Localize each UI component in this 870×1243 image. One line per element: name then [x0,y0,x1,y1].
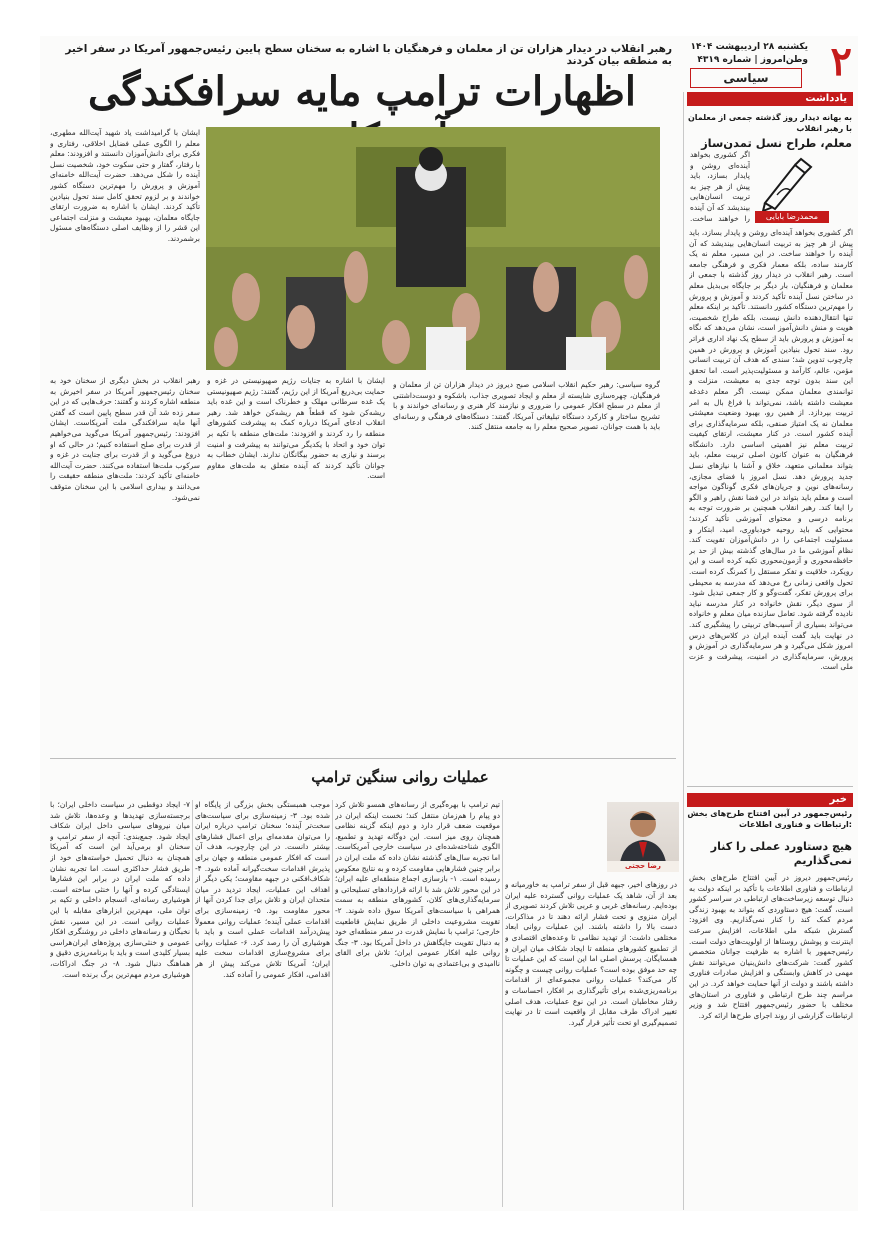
note-title: معلم، طراح نسل تمدن‌ساز [701,136,852,150]
divider [687,786,853,787]
lead-body-2: رهبر انقلاب در بخش دیگری از سخنان خود به سخنان رئیس‌جمهور آمریکا در سفر اخیرش به منطقه اشاره کردند و گفتند: حرف‌هایی که در این سفر زده شد آن قدر سطح پایین است که گفتن آنها مایه سرافکندگی ملت آمریکاست. ایشان افزودند: رئیس‌جمهور آمریکا می‌گوید می‌خواهیم از قدرت برای صلح استفاده کنیم؛ در حالی که او دروغ می‌گوید و از قدرت برای جنایت در غزه و سرکوب ملت‌ها استفاده می‌کنند. حضرت آیت‌الله خامنه‌ای تأکید کردند: ملت‌های منطقه حقیقت را می‌دانند و بیداری اسلامی با این سخنان متوقف نمی‌شود. [50,376,200,502]
paper-issue: وطن‌امروز | شماره ۴۳۱۹ [697,55,808,65]
news-body: رئیس‌جمهور دیروز در آیین افتتاح طرح‌های بخش ارتباطات و فناوری اطلاعات با تأکید بر اینکه دولت به دنبال توسعه زیرساخت‌های ارتباطی در سراسر کشور است، گفت: هیچ دستاوردی که بتواند به بهبود زندگی مردم کمک کند را کنار نمی‌گذاریم. وی افزود: گسترش شبکه ملی اطلاعات، افزایش سرعت اینترنت و پوشش روستاها از اولویت‌های دولت است. رئیس‌جمهور با اشاره به ظرفیت جوانان متخصص کشور گفت: شرکت‌های دانش‌بنیان می‌توانند نقش مهمی در کاهش وابستگی و افزایش صادرات فناوری داشته باشند و دولت از آنها حمایت خواهد کرد. در این مراسم چند طرح ارتباطی و فناوری در استان‌های مختلف با حضور رئیس‌جمهور افتتاح شد و وزیر ارتباطات گزارشی از روند اجرای طرح‌ها ارائه کرد. [689,873,853,1020]
issue-date: یکشنبه ۲۸ اردیبهشت ۱۴۰۴ [690,42,808,52]
author-photo [607,802,679,870]
second-col-1: در روزهای اخیر، جبهه قبل از سفر ترامپ به خاورمیانه و بعد از آن، شاهد یک عملیات روانی گسترده علیه ایران بوده‌ایم. رسانه‌های غربی و عربی تلاش کردند تصویری از ایران منزوی و تحت فشار ارائه دهند تا در مذاکرات، دست بالا را داشته باشند. این عملیات روانی ابعاد مختلفی داشت: از تهدید نظامی تا وعده‌های اقتصادی و از تطمیع کشورهای منطقه تا ایجاد شکاف میان ایران و همسایگان. پرسش اصلی اما این است که این عملیات تا چه حد موفق بوده است؟ عملیات روانی چیست و چگونه کار می‌کند؟ عملیات روانی مجموعه‌ای از اقدامات برنامه‌ریزی‌شده برای تأثیرگذاری بر افکار، احساسات و رفتار مخاطبان است. در این نوع عملیات، هدف اصلی تغییر ادراک طرف مقابل از واقعیت است تا در نهایت تصمیم‌گیری او تحت تأثیر قرار گیرد. [505,880,677,1027]
divider [332,800,333,1207]
note-author: محمدرضا بابایی [755,211,829,223]
divider [683,92,684,1210]
second-col-3: موجب همبستگی بخش بزرگی از پایگاه او شده بود. ۳- زمینه‌سازی برای سیاست‌های سخت‌تر آینده؛ سخنان ترامپ درباره ایران را می‌توان مقدمه‌ای برای اعمال فشارهای بیشتر دانست. در این چارچوب، هدف آن است که افکار عمومی منطقه و جهان برای پذیرش اقدامات سخت‌گیرانه آماده شود. ۴- شکاف‌افکنی در جبهه مقاومت؛ یکی دیگر از اهداف این عملیات، ایجاد تردید در میان متحدان ایران و تلاش برای جدا کردن آنها از محور مقاومت بود. ۵- زمینه‌سازی برای اقدامات عملی آینده؛ عملیات روانی معمولاً پیش‌درآمد اقدامات عملی است و باید با هوشیاری آن را رصد کرد. ۶- عملیات روانی برای مشروع‌سازی اقدامات سخت علیه ایران؛ آمریکا تلاش می‌کند پیش از هر اقدامی، افکار عمومی را آماده کند. [195,800,330,979]
second-headline: عملیات روانی سنگین ترامپ [311,768,489,786]
section-tag: سیاسی [690,68,802,88]
news-label: خبر [687,793,853,807]
lead-headline: اظهارات ترامپ مایه سرافکندگی [87,68,636,115]
news-title: هیچ دستاورد عملی را کنار نمی‌گذاریم [710,840,852,867]
note-body: اگر کشوری بخواهد آینده‌ای روشن و پایدار بسازد، باید پیش از هر چیز به تربیت انسان‌هایی بیندیشد که آن آینده را خواهند ساخت. در این مسیر، معلم نه یک کارمند ساده، بلکه معمار فکری و فرهنگی جامعه است. رهبر انقلاب در دیدار روز گذشته با جمعی از معلمان و فرهنگیان، بار دیگر بر جایگاه بی‌بدیل معلم در ساختن نسل آینده تأکید کردند و آموزش و پرورش را مهم‌ترین دستگاه کشور دانستند. تأکید بر اینکه معلم تنها انتقال‌دهنده دانش نیست، بلکه طراح شخصیت، هویت و منش دانش‌آموز است، نشان می‌دهد که نگاه به آموزش و پرورش باید از سطح یک نهاد اداری فراتر رود. سند تحول بنیادین آموزش و پرورش در همین چارچوب تدوین شد؛ سندی که هدف آن تربیت انسانی مؤمن، عالم، کارآمد و مسئولیت‌پذیر است. اما تحقق این سند بدون توجه جدی به معیشت، منزلت و توانمندی معلمان ممکن نیست. اگر معلم دغدغه معیشت داشته باشد، نمی‌تواند با فراغ بال به امر تربیت بپردازد. از همین رو، بهبود وضعیت معیشتی معلمان نه یک امتیاز صنفی، بلکه سرمایه‌گذاری برای آینده کشور است. در کنار معیشت، ارتقای کیفیت تربیت معلم نیز اهمیتی اساسی دارد. دانشگاه فرهنگیان به عنوان کانون اصلی تربیت معلم، باید بتواند معلمانی متعهد، خلاق و آشنا با نیازهای نسل جدید پرورش دهد. نسل امروز با فضای مجازی، رسانه‌های نوین و جریان‌های فکری گوناگون مواجه است و معلم باید بتواند در این فضا نقش راهبر و الگو را ایفا کند. رهبر انقلاب همچنین بر ضرورت توجه به برنامه درسی و محتوای آموزشی تأکید کردند؛ محتوایی که باید روحیه خودباوری، امید، ابتکار و مسئولیت اجتماعی را در دانش‌آموزان تقویت کند. نظام آموزشی ما در سال‌های گذشته بیش از حد بر حافظه‌محوری و آزمون‌محوری تکیه کرده است و این رویکرد، خلاقیت و تفکر مستقل را کمرنگ کرده است. تحول واقعی زمانی رخ می‌دهد که مدرسه به محیطی برای پرورش تفکر، گفت‌وگو و کار جمعی تبدیل شود. از سوی دیگر، نقش خانواده در کنار مدرسه نباید نادیده گرفته شود. تعامل سازنده میان معلم و خانواده می‌تواند بسیاری از آسیب‌های تربیتی را پیشگیری کند. در نهایت باید گفت آینده ایران در کلاس‌های درس امروز شکل می‌گیرد و هر سرمایه‌گذاری در آموزش و پرورش، سرمایه‌گذاری در امنیت، پیشرفت و عزت ملی است. [689,228,853,672]
pen-illustration-icon [755,155,827,211]
lead-body-3: ایشان با اشاره به جنایات رژیم صهیونیستی در غزه و حمایت بی‌دریغ آمریکا از این رژیم، گفتند: رژیم صهیونیستی یک غده سرطانی مهلک و خطرناک است و این غده باید ریشه‌کن شود که قطعاً هم ریشه‌کن خواهد شد. رهبر انقلاب ادعای آمریکا درباره کمک به پیشرفت کشورهای منطقه را رد کردند و افزودند: ملت‌های منطقه با تکیه بر توان خود و اتحاد با یکدیگر می‌توانند به پیشرفت و امنیت برسند و نیازی به حضور بیگانگان ندارند. ایشان خطاب به جوانان تأکید کردند که آینده متعلق به ملت‌های مقاوم است. [207,376,385,481]
divider [192,800,193,1207]
lead-body-4 [560,600,561,601]
second-col-4: ۷- ایجاد دوقطبی در سیاست داخلی ایران؛ با برجسته‌سازی تهدیدها و وعده‌ها، تلاش شد میان نیروهای سیاسی داخل ایران شکاف ایجاد شود. جمع‌بندی: آنچه از سفر ترامپ و سخنان او برمی‌آید این است که آمریکا همچنان به دنبال تحمیل خواسته‌های خود از طریق فشار حداکثری است. اما تجربه نشان داده که ملت ایران در برابر این فشارها ایستادگی کرده و آنها را خنثی ساخته است. هوشیاری رسانه‌ای، انسجام داخلی و تکیه بر توان ملی، مهم‌ترین ابزارهای مقابله با این عملیات روانی است. در این مسیر، نقش نخبگان و رسانه‌های داخلی در روشنگری افکار عمومی و خنثی‌سازی پروژه‌های ایران‌هراسی بسیار کلیدی است و باید با برنامه‌ریزی دقیق و هماهنگ دنبال شود. ۸- در جنگ ادراکات، هوشیاری مردم مهم‌ترین برگ برنده است. [50,800,190,979]
note-kicker: به بهانه دیدار روز گذشته جمعی از معلمان با رهبر انقلاب [687,113,852,133]
lead-kicker: رهبر انقلاب در دیدار هزاران تن از معلمان و فرهنگیان با اشاره به سخنان سطح پایین رئیس‌جمهور آمریکا در سفر اخیر به منطقه بیان کردند [65,43,672,67]
author-caption: رضا حجتی [607,861,679,872]
lead-body-1: ایشان با گرامیداشت یاد شهید آیت‌الله مطهری، معلم را الگوی عملی فضایل اخلاقی، رفتاری و فکری برای دانش‌آموزان دانستند و افزودند: معلم با رفتار، گفتار و حتی سکوت خود، شخصیت نسل آینده را شکل می‌دهد. حضرت آیت‌الله خامنه‌ای آموزش و پرورش را مهم‌ترین دستگاه کشور خواندند و بر لزوم تحقق کامل سند تحول بنیادین تأکید کردند. ایشان با اشاره به ضرورت ارتقای جایگاه معلمان، بهبود معیشت و منزلت اجتماعی این قشر را از وظایف اصلی دستگاه‌های مسئول برشمردند. [50,128,200,243]
masthead [682,40,854,92]
divider [50,758,676,759]
page-number: ۲ [830,38,852,85]
note-body-intro: اگر کشوری بخواهد آینده‌ای روشن و پایدار بسازد، باید پیش از هر چیز به تربیت انسان‌هایی بیندیشد که آن آینده را خواهند ساخت. [690,150,750,223]
divider [502,800,503,1207]
news-kicker: رئیس‌جمهور در آیین افتتاح طرح‌های بخش ارتباطات و فناوری اطلاعات: [687,809,852,829]
second-col-2: تیم ترامپ با بهره‌گیری از رسانه‌های همسو تلاش کرد دو پیام را هم‌زمان منتقل کند؛ نخست اینکه ایران در موقعیت ضعف قرار دارد و دوم اینکه گزینه نظامی همچنان روی میز است. این دوگانه تهدید و تطمیع، الگوی شناخته‌شده‌ای در سیاست خارجی آمریکاست. اما تجربه سال‌های گذشته نشان داده که ملت ایران در برابر چنین فشارهایی مقاومت کرده و به نتایج معکوس رسیده است. ۱- بازسازی اجماع منطقه‌ای علیه ایران؛ در این محور تلاش شد با ارائه قراردادهای تسلیحاتی و سرمایه‌گذاری‌های کلان، کشورهای منطقه به سمت همراهی با سیاست‌های آمریکا سوق داده شوند. ۲- تقویت مشروعیت داخلی از طریق نمایش قاطعیت خارجی؛ ترامپ با نمایش قدرت در سفر منطقه‌ای خود به دنبال تقویت جایگاهش در داخل آمریکا بود. ۳- جنگ روانی علیه افکار عمومی ایران؛ تلاش برای القای ناامیدی و بی‌اعتمادی به توان داخلی. [335,800,500,968]
note-label: یادداشت [687,92,853,106]
lead-photo [206,127,660,370]
lead-intro: گروه سیاسی: رهبر حکیم انقلاب اسلامی صبح دیروز در دیدار هزاران تن از معلمان و فرهنگیان، چهره‌سازی شایسته از معلم و ایجاد تصویری جذاب، باشکوه و دوست‌داشتنی از معلم در سطح افکار عمومی را ضروری و نیازمند کار هنری و رسانه‌ای خواندند و با تشریح ساختار و کارکرد دستگاه تبلیغاتی آمریکا، گفتند: دستگاه‌های فرهنگی و رسانه‌ای باید با همت جوانان، تصویر صحیح معلم را به جامعه منتقل کنند. [393,380,660,432]
